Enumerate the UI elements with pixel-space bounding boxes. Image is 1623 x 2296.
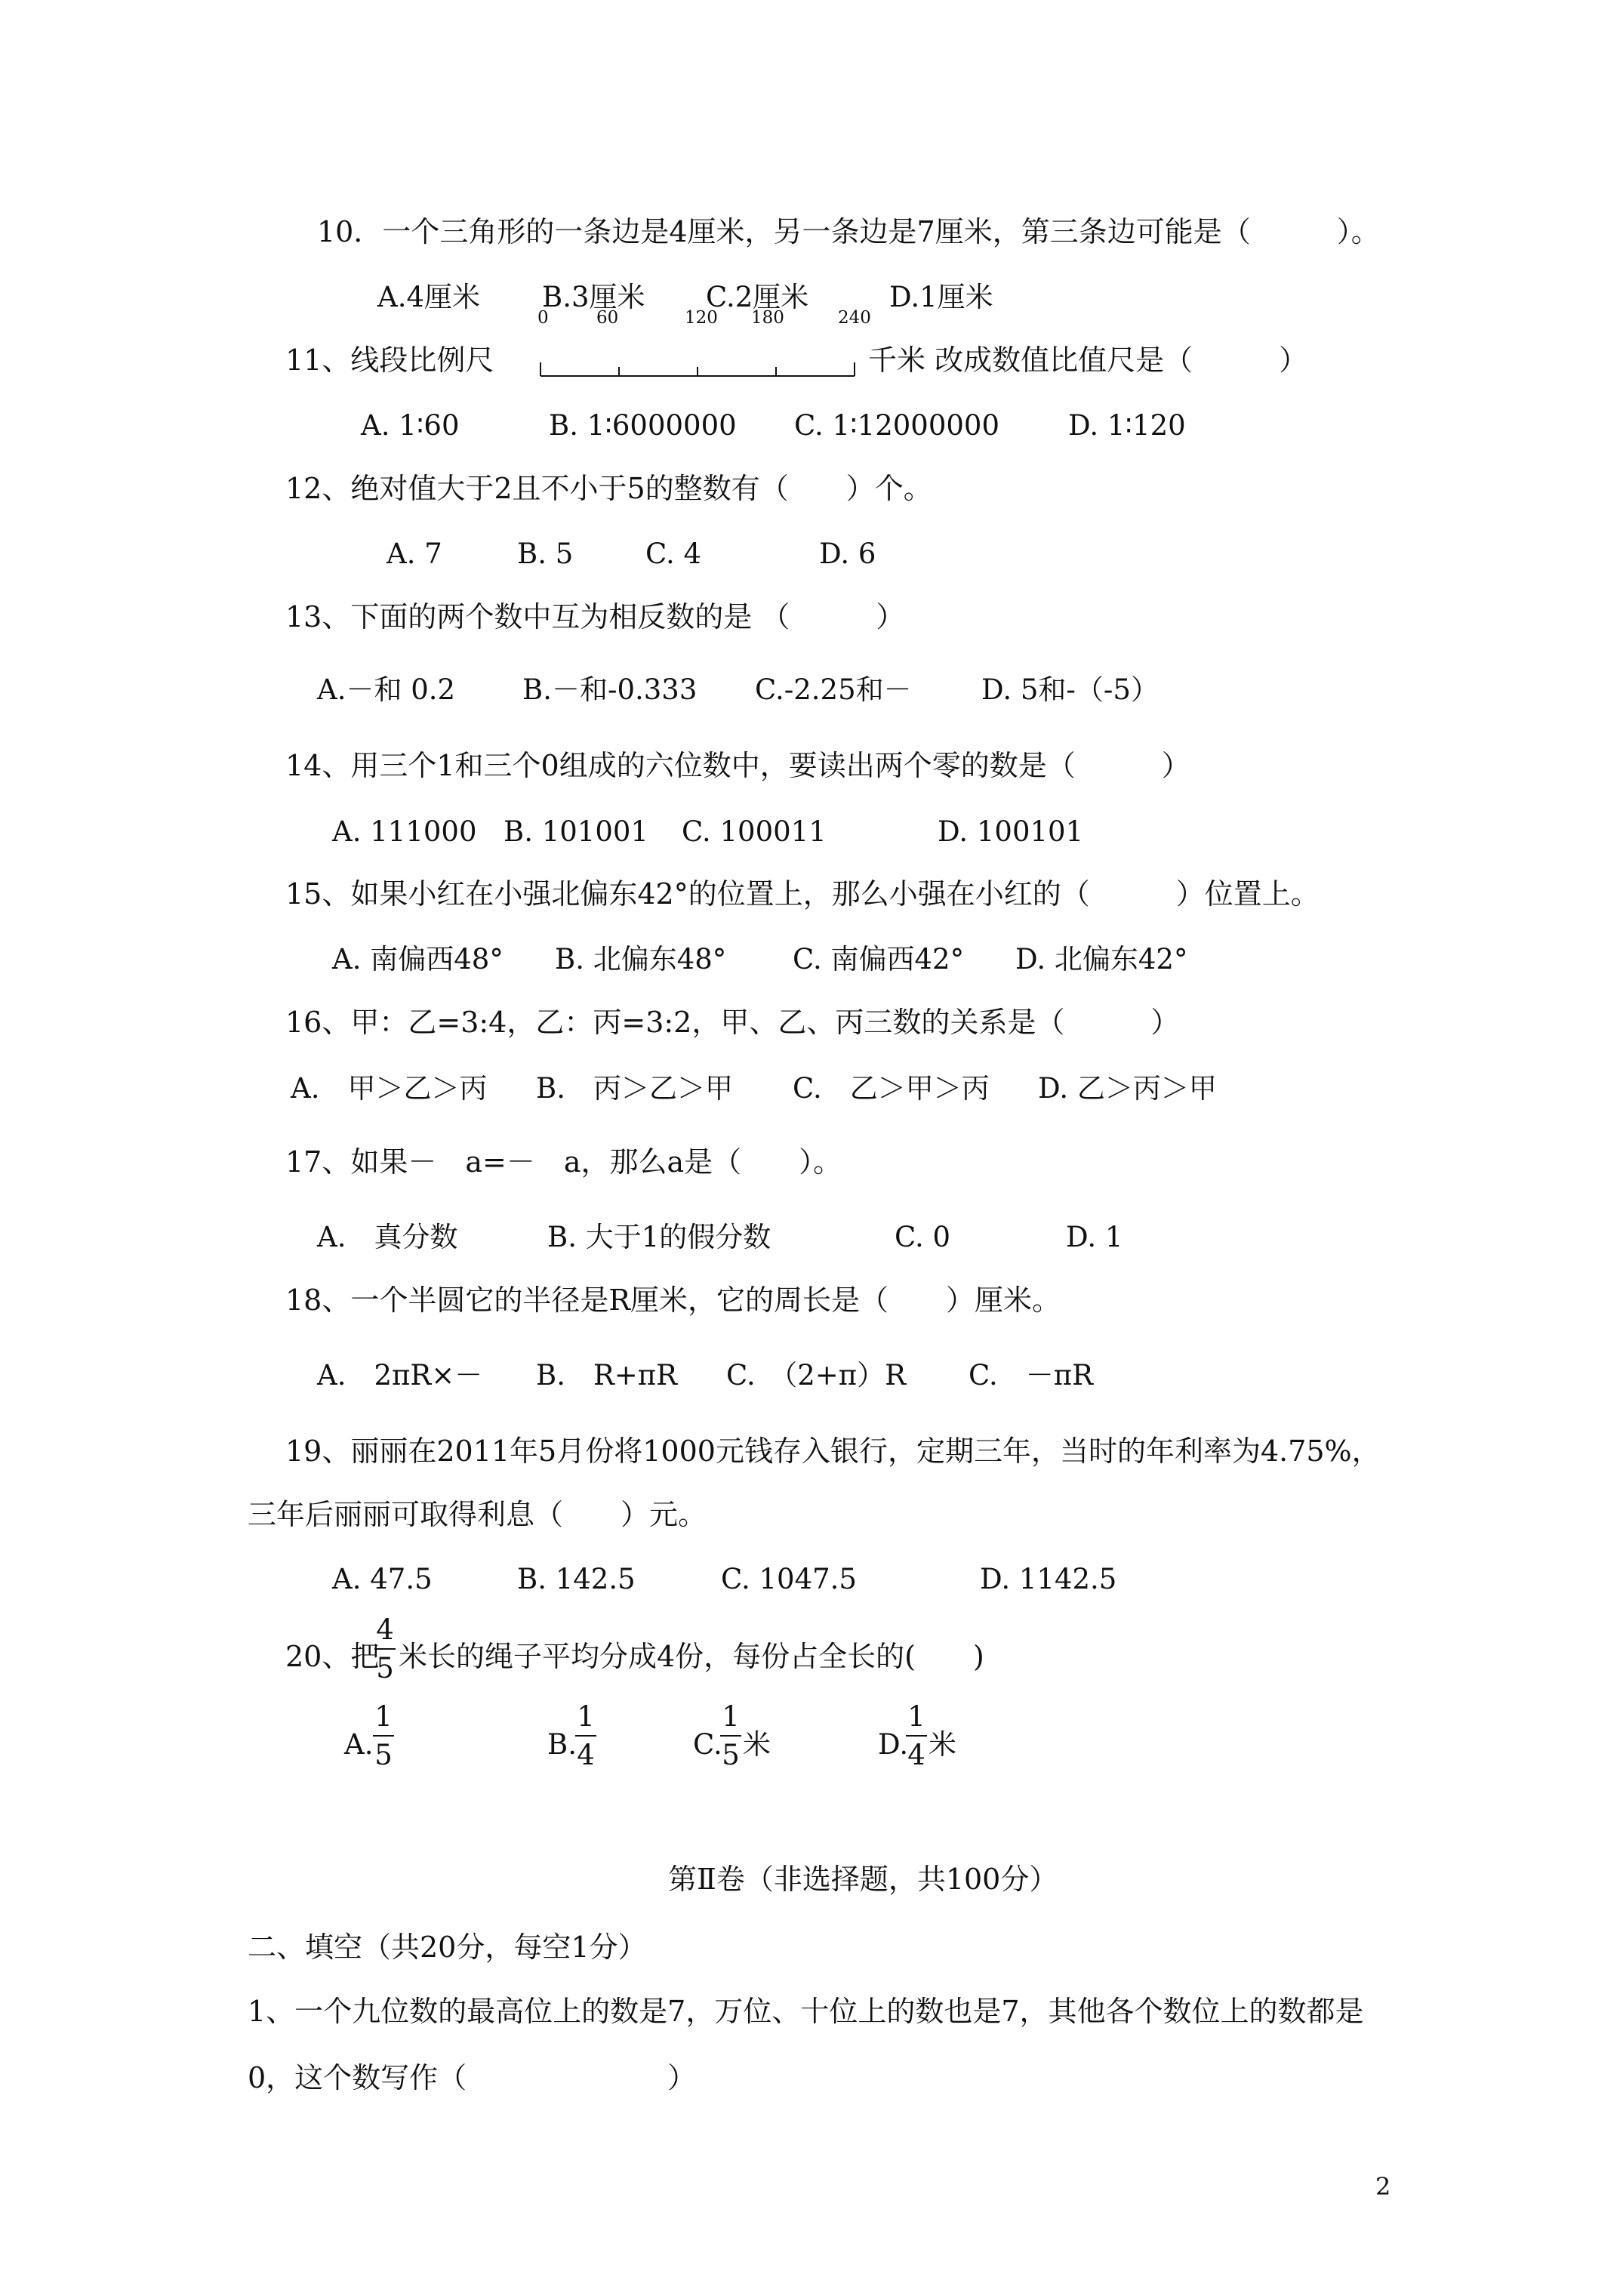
- question-13-option-b: B.－和-0.333: [522, 673, 698, 706]
- question-19-option-b: B. 142.5: [517, 1563, 636, 1595]
- question-15-stem: 15、如果小红在小强北偏东42°的位置上，那么小强在小红的（ ）位置上。: [285, 877, 1320, 911]
- question-10-option-c: C.2厘米: [706, 281, 809, 313]
- question-19-line-2: 三年后丽丽可取得利息（ ）元。: [248, 1498, 707, 1531]
- question-12-option-b: B. 5: [517, 538, 574, 570]
- question-13-option-c: C.-2.25和－: [755, 673, 912, 706]
- question-16-stem: 16、甲：乙=3:4，乙：丙=3:2，甲、乙、丙三数的关系是（ ）: [285, 1006, 1180, 1039]
- question-14-option-a: A. 111000: [332, 815, 477, 848]
- question-19-option-c: C. 1047.5: [721, 1563, 857, 1595]
- question-20-option-d-unit: 米: [929, 1728, 956, 1761]
- question-20-fraction: [374, 1613, 396, 1684]
- fraction-numerator: 1: [907, 1700, 925, 1733]
- question-20-option-c-unit: 米: [743, 1728, 771, 1761]
- question-14-stem: 14、用三个1和三个0组成的六位数中，要读出两个零的数是（ ）: [285, 749, 1190, 782]
- page-number: 2: [1375, 2172, 1391, 2201]
- question-11-prefix: 11、线段比例尺: [285, 344, 494, 377]
- question-19-option-d: D. 1142.5: [980, 1563, 1117, 1595]
- fraction-denominator: 4: [907, 1739, 925, 1771]
- question-17-option-a: A. 真分数: [317, 1221, 458, 1253]
- question-13-option-d: D. 5和-（-5）: [981, 673, 1159, 706]
- question-20-option-a-label: A.: [344, 1728, 374, 1761]
- scale-bar: [537, 355, 862, 381]
- question-20-option-d-fraction: [906, 1700, 927, 1771]
- question-17-stem: 17、如果－ a=－ a，那么a是（ ）。: [285, 1145, 842, 1179]
- question-15-option-c: C. 南偏西42°: [793, 943, 965, 975]
- fraction-numerator: 1: [722, 1700, 740, 1733]
- question-13-stem: 13、下面的两个数中互为相反数的是 （ ）: [285, 600, 905, 633]
- question-18-option-c: C. （2+π）R: [726, 1359, 906, 1391]
- fill-question-1-line-1: 1、一个九位数的最高位上的数是7，万位、十位上的数也是7，其他各个数位上的数都是: [248, 1995, 1364, 2028]
- question-15-option-d: D. 北偏东42°: [1015, 943, 1188, 975]
- question-20-suffix: 米长的绳子平均分成4份，每份占全长的( ): [399, 1640, 984, 1673]
- question-12-option-d: D. 6: [819, 538, 876, 570]
- question-11-option-a: A. 1∶60: [361, 409, 460, 442]
- question-16-option-c: C. 乙＞甲＞丙: [793, 1072, 990, 1105]
- question-11-option-c: C. 1∶12000000: [794, 409, 1000, 442]
- question-19-option-a: A. 47.5: [332, 1563, 433, 1595]
- question-20-option-a-fraction: [373, 1700, 394, 1771]
- question-10-stem: 10．一个三角形的一条边是4厘米，另一条边是7厘米，第三条边可能是（ ）。: [317, 215, 1380, 248]
- scale-tick-label: 0: [537, 308, 549, 328]
- question-17-option-b: B. 大于1的假分数: [547, 1221, 771, 1253]
- question-12-stem: 12、绝对值大于2且不小于5的整数有（ ）个。: [285, 472, 932, 505]
- question-15-option-a: A. 南偏西48°: [332, 943, 504, 975]
- question-16-option-a: A. 甲＞乙＞丙: [291, 1072, 488, 1105]
- fraction-denominator: 5: [722, 1739, 740, 1771]
- question-20-option-c-fraction: [720, 1700, 741, 1771]
- fill-question-1-line-2: 0，这个数写作（ ）: [248, 2061, 697, 2094]
- question-16-option-d: D. 乙＞丙＞甲: [1038, 1072, 1217, 1105]
- scale-tick-label: 120: [685, 308, 718, 328]
- question-14-option-b: B. 101001: [504, 815, 648, 848]
- question-11-option-b: B. 1∶6000000: [549, 409, 737, 442]
- question-15-option-b: B. 北偏东48°: [555, 943, 727, 975]
- question-20-prefix: 20、把: [285, 1640, 380, 1673]
- question-13-option-a: A.－和 0.2: [317, 673, 456, 706]
- question-19-line-1: 19、丽丽在2011年5月份将1000元钱存入银行，定期三年，当时的年利率为4.75%，: [285, 1435, 1381, 1468]
- question-20-option-b-fraction: [575, 1700, 596, 1771]
- fraction-denominator: 5: [374, 1739, 393, 1771]
- question-11-suffix: 千米 改成数值比值尺是（ ）: [868, 344, 1308, 377]
- fraction-numerator: 1: [374, 1700, 393, 1733]
- question-20-option-d-label: D.: [878, 1728, 909, 1761]
- fraction-numerator: 4: [376, 1613, 394, 1646]
- question-12-option-a: A. 7: [387, 538, 442, 570]
- question-18-option-d: C. －πR: [969, 1359, 1093, 1391]
- fraction-denominator: 5: [376, 1652, 394, 1684]
- question-17-option-c: C. 0: [895, 1221, 951, 1253]
- question-14-option-d: D. 100101: [938, 815, 1084, 848]
- question-20-option-c-label: C.: [693, 1728, 722, 1761]
- scale-tick-label: 180: [751, 308, 784, 328]
- scale-tick-label: 240: [838, 308, 871, 328]
- question-10-option-a: A.4厘米: [377, 281, 481, 313]
- question-14-option-c: C. 100011: [682, 815, 827, 848]
- question-10-option-d: D.1厘米: [889, 281, 993, 313]
- question-20-option-b-label: B.: [547, 1728, 577, 1761]
- question-17-option-d: D. 1: [1066, 1221, 1123, 1253]
- question-18-option-b: B. R+πR: [536, 1359, 677, 1391]
- question-18-option-a: A. 2πR×－: [317, 1359, 483, 1391]
- question-10-option-b: B.3厘米: [542, 281, 645, 313]
- part-2-title: 第Ⅱ卷（非选择题，共100分）: [668, 1863, 1058, 1896]
- fraction-numerator: 1: [577, 1700, 595, 1733]
- fraction-denominator: 4: [577, 1739, 595, 1771]
- question-16-option-b: B. 丙＞乙＞甲: [536, 1072, 733, 1105]
- question-11-option-d: D. 1∶120: [1068, 409, 1186, 442]
- section-2-heading: 二、填空（共20分，每空1分）: [248, 1931, 647, 1964]
- scale-tick-label: 60: [596, 308, 619, 328]
- question-12-option-c: C. 4: [645, 538, 702, 570]
- question-18-stem: 18、一个半圆它的半径是R厘米，它的周长是（ ）厘米。: [285, 1284, 1061, 1317]
